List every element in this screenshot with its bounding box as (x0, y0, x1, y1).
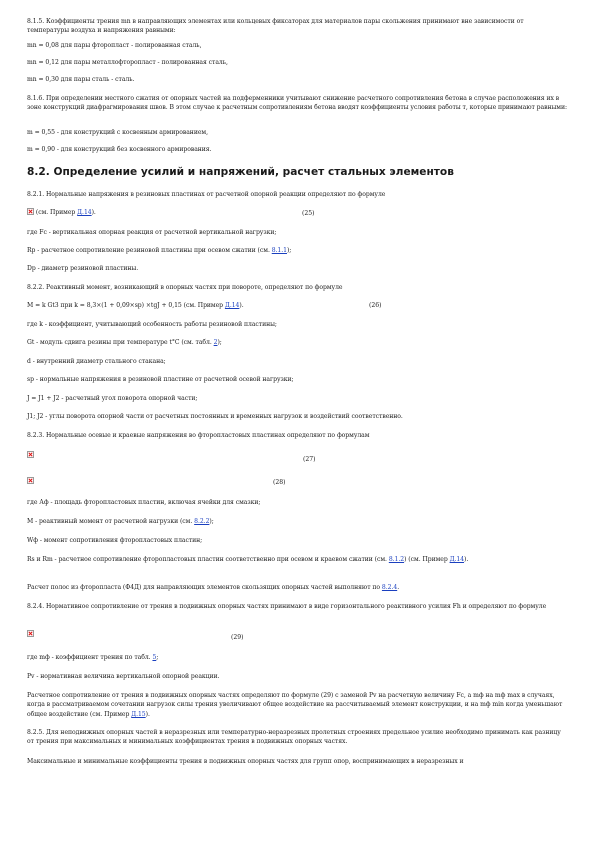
definition-pv: Pv - нормативная величина вертикальной опорной реакции. (27, 673, 220, 680)
calc-paragraph-end: ). (145, 710, 150, 718)
definition-rp-end: ); (286, 247, 292, 254)
definition-m-end: ); (209, 518, 214, 525)
calc-paragraph-text: Расчетное сопротивление от трения в подвижных опорных частях определяют по формуле (29) с заменой Pv на расчетную величину Fc, а mф на mф max в случаях, когда в рассматриваемом сочетании нагрузок силы трения увеличивают общее воздействие на рассчитываемый элемент конструкции, и на mф min когда уменьшают общее воздействие (см. Пример (27, 692, 563, 718)
equation-number-27: (27) (303, 456, 316, 463)
broken-image-icon (27, 630, 34, 637)
definition-gt-text: Gt - модуль сдвига резины при температуре t°C (см. табл. (27, 339, 214, 346)
equation-number-26: (26) (369, 302, 382, 309)
equation-number-28: (28) (273, 479, 286, 486)
definition-gt-end: ); (217, 339, 222, 346)
section-8-1-2-link[interactable]: 8.1.2 (388, 556, 405, 563)
section-8-1-1-link[interactable]: 8.1.1 (271, 247, 287, 254)
definition-rs-mid: ) (см. Пример (404, 556, 450, 563)
calc-note (27, 583, 567, 592)
definition-fc: где Fc - вертикальная опорная реакция от расчетной вертикальной нагрузки; (27, 229, 277, 236)
example-d14-link[interactable]: Д.14 (77, 209, 92, 216)
calc-note-text: Расчет полос из фторопласта (Ф4Д) для направляющих элементов скользящих опорных частей выполняют по (27, 584, 382, 591)
calc-paragraph (27, 691, 567, 719)
example-d14-link-2[interactable]: Д.14 (224, 302, 240, 309)
paragraph-last: Максимальные и минимальные коэффициенты трения в подвижных опорных частях для групп опор, воспринимающих в неразрезных и (27, 758, 464, 765)
paragraph-8-2-1: 8.2.1. Нормальные напряжения в резиновых пластинах от расчетной опорной реакции определяют по формуле (27, 191, 386, 198)
definition-sp: sp - нормальные напряжения в резиновой пластине от расчетной осевой нагрузки; (27, 376, 294, 383)
formula-26-line (27, 301, 567, 310)
definition-rs (27, 555, 567, 564)
definition-dp: Dp - диаметр резиновой пластины. (27, 265, 139, 272)
table-5-link[interactable]: 5 (152, 654, 157, 661)
definition-m (27, 517, 567, 526)
definition-rs-text: Rs и Rm - расчетное сопротивление фторопластовых пластин соответственно при осевом и краевом сжатии (см. (27, 556, 389, 563)
example-d14-link-3[interactable]: Д.14 (449, 556, 465, 563)
paragraph-8-1-6: 8.1.6. При определении местного сжатия от опорных частей на подферменники учитывают снижение расчетного сопротивления бетона в случае расположения их в зоне конструкций диафрагмирования швов. В этом случае к расчетным сопротивлениям бетона вводят коэффициенты условия работы т, которые принимают равными: (27, 95, 567, 112)
definition-mf (27, 653, 567, 662)
formula-mn-3: mn = 0,30 для пары сталь - сталь. (27, 76, 135, 83)
example-d15-link[interactable]: Д.15 (131, 710, 146, 718)
broken-image-icon (27, 451, 34, 458)
definition-mf-text: где mф - коэффициент трения по табл. (27, 654, 153, 661)
definition-gt (27, 338, 567, 347)
definition-d: d - внутренний диаметр стального стакана; (27, 358, 166, 365)
section-8-2-4-link[interactable]: 8.2.4 (381, 584, 398, 591)
formula-27-line (27, 451, 567, 460)
formula-25-line (27, 208, 567, 217)
definition-j: J = J1 + J2 - расчетный угол поворота опорной части; (27, 395, 198, 402)
formula-mn-1: mn = 0,08 для пары фторопласт - полированная сталь, (27, 42, 202, 49)
definition-rp-text: Rp - расчетное сопротивление резиновой пластины при осевом сжатии (см. (27, 247, 272, 254)
formula-m-2: m = 0,90 - для конструкций без косвенного армирования. (27, 146, 212, 153)
formula-25-suffix: ). (91, 209, 96, 216)
formula-29-line (27, 630, 567, 639)
formula-28-line (27, 477, 567, 486)
formula-25-prefix: (см. Пример (35, 209, 78, 216)
formula-m-1: m = 0,55 - для конструкций с косвенным армированием, (27, 129, 208, 136)
paragraph-8-2-4: 8.2.4. Нормативное сопротивление от трения в подвижных опорных частях принимают в виде горизонтального реактивного усилия Fh и определяют по формуле (27, 603, 547, 610)
definition-k: где k - коэффициент, учитывающий особенность работы резиновой пластины; (27, 321, 277, 328)
calc-note-end: . (397, 584, 400, 591)
definition-rp (27, 246, 567, 255)
broken-image-icon (27, 208, 34, 215)
broken-image-icon (27, 477, 34, 484)
definition-m-text: M - реактивный момент от расчетной нагрузки (см. (27, 518, 195, 525)
paragraph-8-2-3: 8.2.3. Нормальные осевые и краевые напряжения во фторопластовых пластинах определяют по формулам (27, 432, 370, 439)
equation-number-29: (29) (231, 634, 244, 641)
table-2-link[interactable]: 2 (213, 339, 218, 346)
formula-26-text: M = k Gt3 при k = 8,3×(1 + 0,09×sp) ×tgJ + 0,15 (см. Пример (27, 302, 225, 309)
definition-rs-end: ). (464, 556, 469, 563)
section-8-2-2-link[interactable]: 8.2.2 (194, 518, 210, 525)
definition-af: где Аф - площадь фторопластовых пластин, включая ячейки для смазки; (27, 499, 261, 506)
equation-number-25: (25) (302, 210, 315, 217)
definition-mf-end: ; (156, 654, 159, 661)
formula-mn-2: mn = 0,12 для пары металлофторопласт - полированная сталь, (27, 59, 228, 66)
paragraph-8-1-5: 8.1.5. Коэффициенты трения mn в направляющих элементах или кольцевых фиксаторах для материалов пары скольжения принимают вне зависимости от температуры воздуха и напряжения равными: (27, 18, 524, 35)
paragraph-8-2-2: 8.2.2. Реактивный момент, возникающий в опорных частях при повороте, определяют по формуле (27, 284, 343, 291)
section-heading: 8.2. Определение усилий и напряжений, расчет стальных элементов (27, 166, 454, 178)
definition-wf: Wф - момент сопротивления фторопластовых пластин; (27, 537, 203, 544)
paragraph-8-2-5: 8.2.5. Для неподвижных опорных частей в неразрезных или температурно-неразрезных пролетных строениях предельное усилие необходимо принимать как разницу от трения при максимальных и минимальных коэффициентах трения в подвижных опорных частях. (27, 729, 561, 746)
formula-26-end: ). (239, 302, 244, 309)
definition-j12: J1; J2 - углы поворота опорной части от расчетных постоянных и временных нагрузок и воздействий соответственно. (27, 413, 403, 420)
